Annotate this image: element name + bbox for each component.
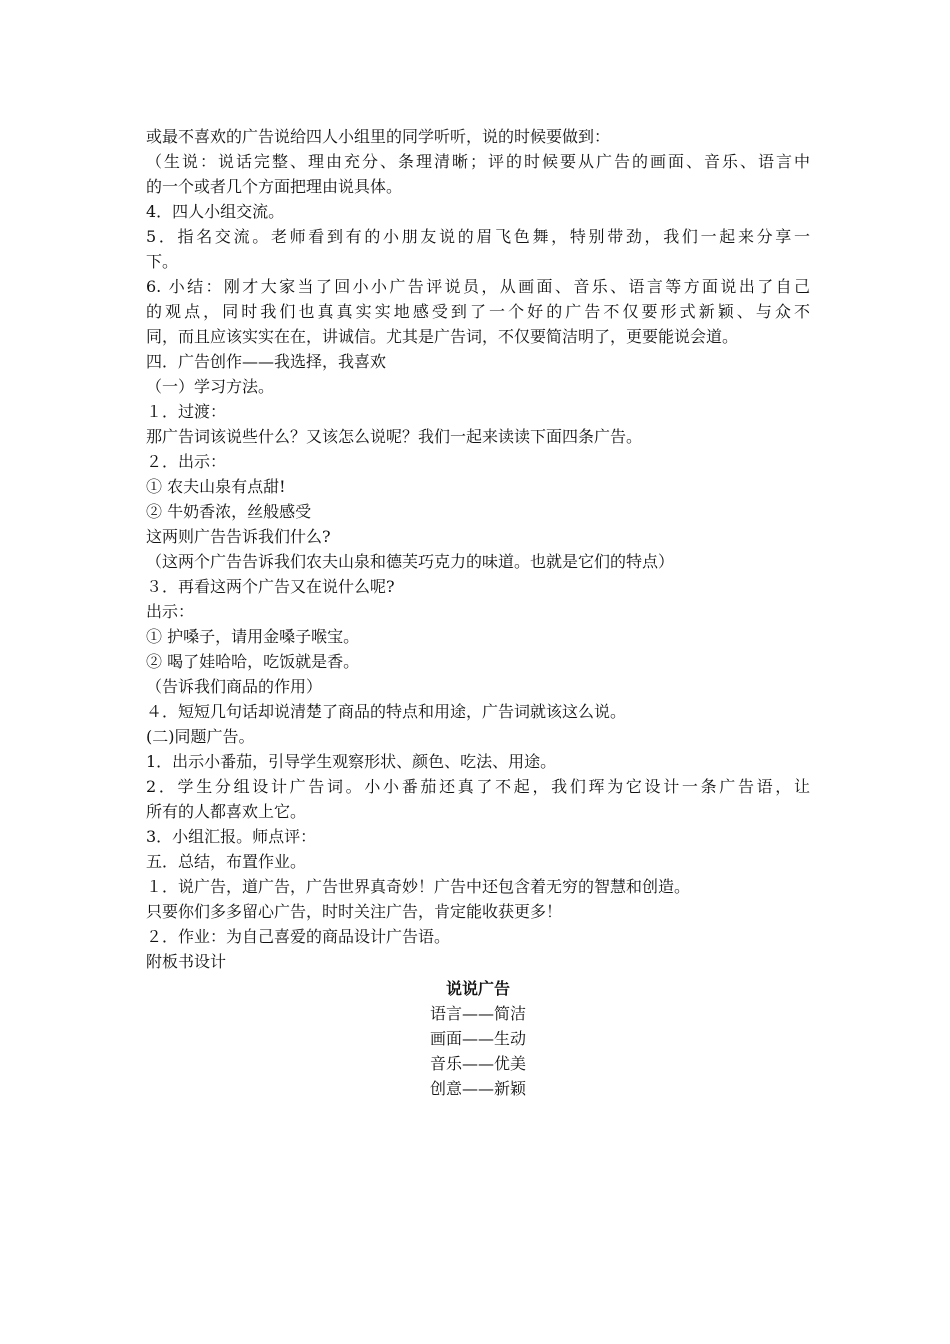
paragraph bbox=[146, 699, 810, 724]
paragraph bbox=[146, 124, 810, 149]
paragraph bbox=[146, 149, 810, 199]
text-line: 5．指名交流。老师看到有的小朋友说的眉飞色舞，特别带劲，我们一起来分享一 bbox=[146, 227, 810, 246]
paragraph bbox=[146, 224, 810, 274]
paragraph bbox=[146, 549, 810, 574]
text-line: 下。 bbox=[146, 252, 179, 271]
paragraph bbox=[146, 624, 810, 649]
paragraph bbox=[146, 474, 810, 499]
board-item: 画面——生动 bbox=[429, 1029, 526, 1048]
paragraph bbox=[146, 399, 810, 424]
paragraph bbox=[146, 674, 810, 699]
paragraph bbox=[146, 874, 810, 899]
paragraph bbox=[146, 424, 810, 449]
text-line: 1．出示小番茄，引导学生观察形状、颜色、吃法、用途。 bbox=[146, 752, 557, 771]
paragraph bbox=[146, 899, 810, 924]
text-line: ２．出示： bbox=[146, 452, 227, 471]
text-line: ① 农夫山泉有点甜! bbox=[146, 477, 286, 496]
text-line: ３．再看这两个广告又在说什么呢? bbox=[146, 577, 395, 596]
board-item: 音乐——优美 bbox=[429, 1054, 526, 1073]
paragraph bbox=[146, 724, 810, 749]
text-line: （告诉我们商品的作用） bbox=[146, 677, 323, 696]
paragraph bbox=[146, 499, 810, 524]
board-item: 创意——新颖 bbox=[429, 1079, 526, 1098]
paragraph bbox=[146, 774, 810, 824]
board-item: 语言——简洁 bbox=[429, 1004, 526, 1023]
text-line: 附板书设计 bbox=[146, 952, 227, 971]
paragraph bbox=[146, 199, 810, 224]
paragraph bbox=[146, 824, 810, 849]
text-line: １．说广告，道广告，广告世界真奇妙！广告中还包含着无穷的智慧和创造。 bbox=[146, 877, 691, 896]
paragraph bbox=[146, 849, 810, 874]
paragraph bbox=[146, 524, 810, 549]
text-line: ① 护嗓子，请用金嗓子喉宝。 bbox=[146, 627, 360, 646]
text-line: 那广告词该说些什么？又该怎么说呢？我们一起来读读下面四条广告。 bbox=[146, 427, 643, 446]
text-line: 4．四人小组交流。 bbox=[146, 202, 285, 221]
text-line: 的一个或者几个方面把理由说具体。 bbox=[146, 177, 403, 196]
text-line: 所有的人都喜欢上它。 bbox=[146, 802, 307, 821]
text-line: （生说：说话完整、理由充分、条理清晰；评的时候要从广告的画面、音乐、语言中 bbox=[146, 152, 810, 171]
text-line: （一）学习方法。 bbox=[146, 377, 275, 396]
paragraph bbox=[146, 574, 810, 599]
text-line: ４．短短几句话却说清楚了商品的特点和用途，广告词就该这么说。 bbox=[146, 702, 627, 721]
paragraph bbox=[146, 274, 810, 349]
text-line: 或最不喜欢的广告说给四人小组里的同学听听，说的时候要做到： bbox=[146, 127, 611, 146]
text-line: 这两则广告告诉我们什么? bbox=[146, 527, 331, 546]
paragraph bbox=[146, 374, 810, 399]
text-line: １．过渡： bbox=[146, 402, 227, 421]
paragraph bbox=[146, 924, 810, 949]
text-line: 3．小组汇报。师点评： bbox=[146, 827, 317, 846]
paragraph bbox=[146, 649, 810, 674]
text-line: 四．广告创作——我选择，我喜欢 bbox=[146, 352, 387, 371]
text-line: ② 喝了娃哈哈，吃饭就是香。 bbox=[146, 652, 360, 671]
lesson-plan-text bbox=[146, 124, 810, 1101]
text-line: 只要你们多多留心广告，时时关注广告，肯定能收获更多！ bbox=[146, 902, 563, 921]
text-line: (二)同题广告。 bbox=[146, 727, 255, 746]
paragraph bbox=[146, 449, 810, 474]
paragraph bbox=[146, 749, 810, 774]
paragraph bbox=[146, 349, 810, 374]
text-line: 五．总结，布置作业。 bbox=[146, 852, 307, 871]
paragraph bbox=[146, 949, 810, 974]
text-line: 同，而且应该实实在在，讲诚信。尤其是广告词，不仅要简洁明了，更要能说会道。 bbox=[146, 327, 739, 346]
text-line: ２．作业：为自己喜爱的商品设计广告语。 bbox=[146, 927, 451, 946]
paragraph bbox=[146, 599, 810, 624]
text-line: 的观点，同时我们也真真实实地感受到了一个好的广告不仅要形式新颖、与众不 bbox=[146, 302, 810, 321]
blackboard-design bbox=[146, 976, 810, 1101]
text-line: 2．学生分组设计广告词。小小番茄还真了不起，我们珲为它设计一条广告语，让 bbox=[146, 777, 810, 796]
board-title: 说说广告 bbox=[445, 979, 510, 998]
text-line: 6. 小结：刚才大家当了回小小广告评说员，从画面、音乐、语言等方面说出了自己 bbox=[146, 277, 810, 296]
text-line: ② 牛奶香浓，丝般感受 bbox=[146, 502, 312, 521]
text-line: 出示： bbox=[146, 602, 195, 621]
text-line: （这两个广告告诉我们农夫山泉和德芙巧克力的味道。也就是它们的特点） bbox=[146, 552, 675, 571]
